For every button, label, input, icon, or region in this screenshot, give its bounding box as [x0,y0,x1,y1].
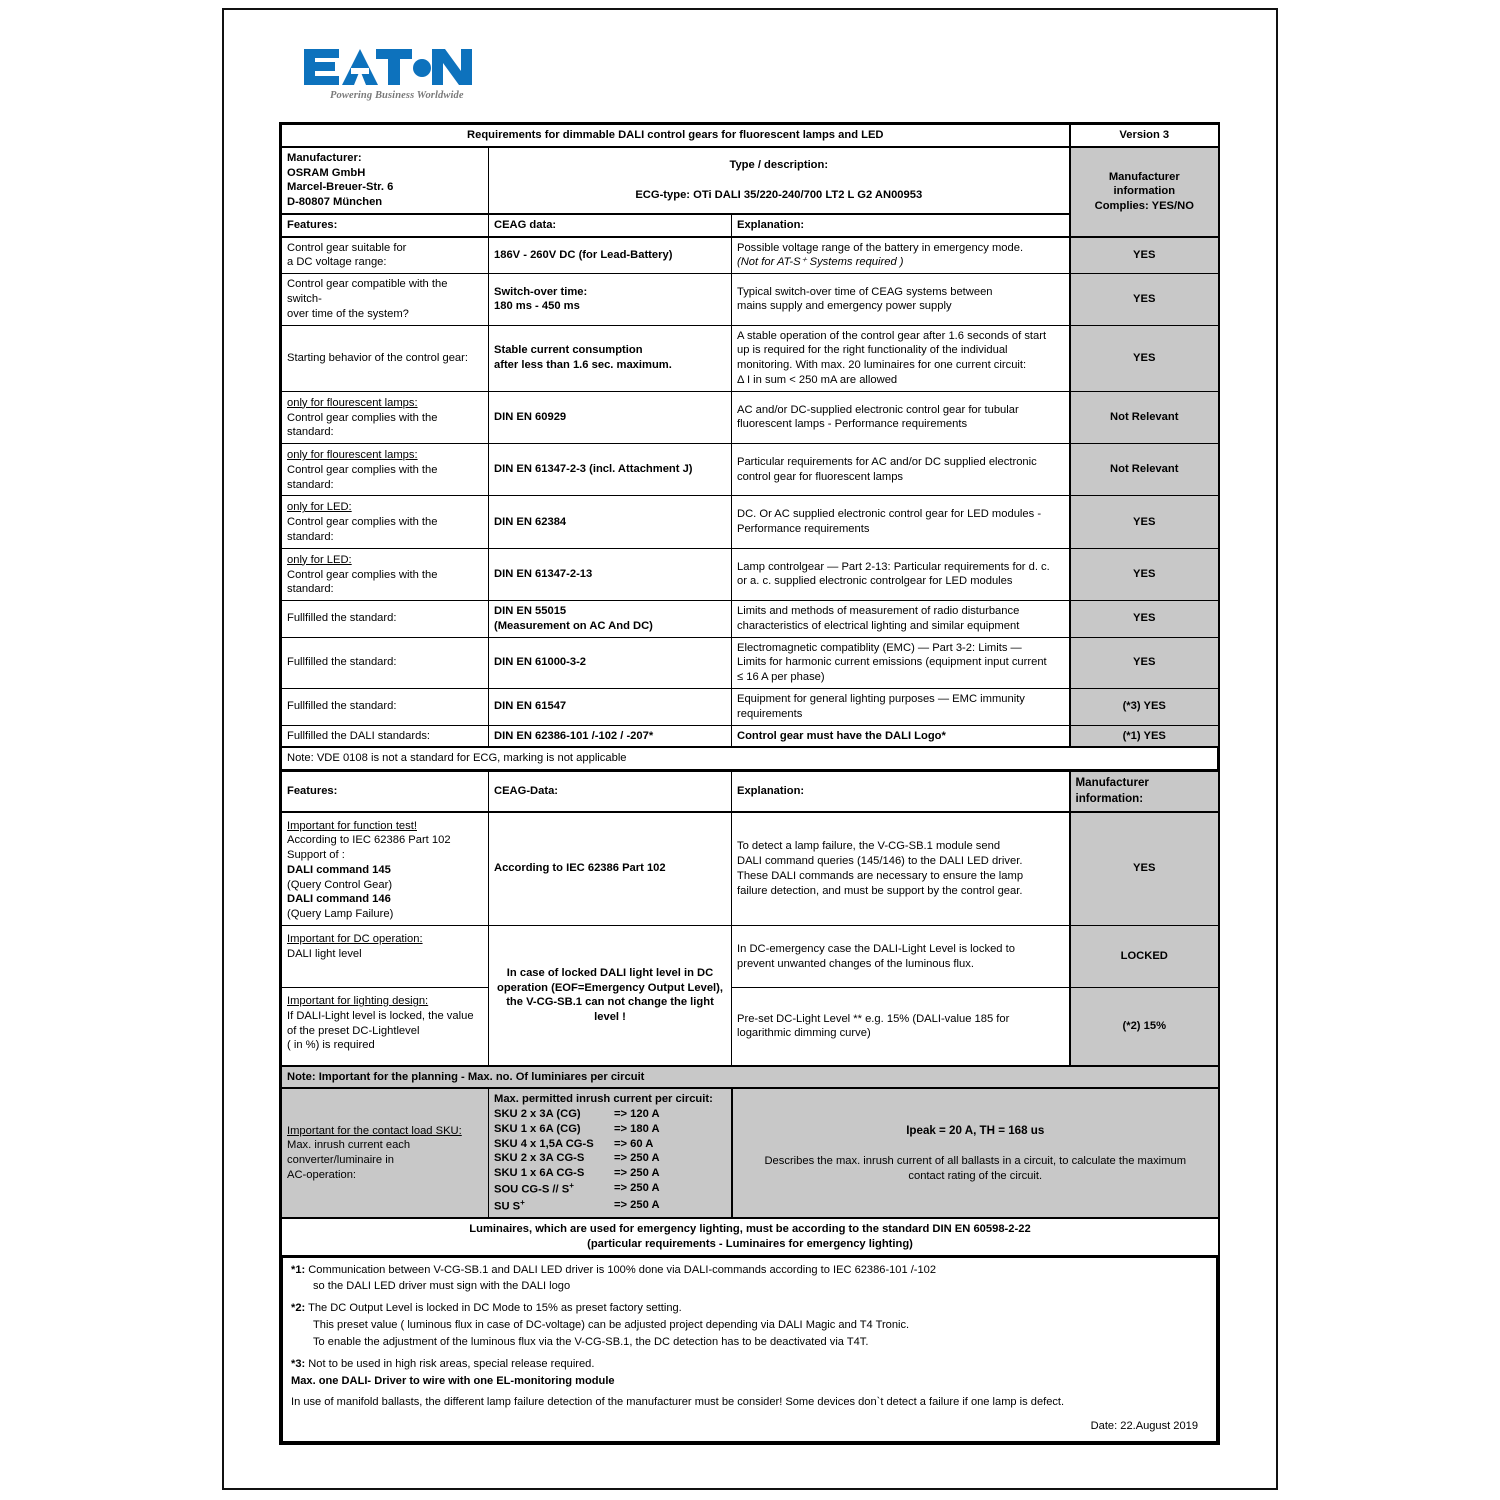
row-feature [282,237,489,274]
explanation-line: requirements [737,707,803,720]
row-verdict: (*1) YES [1070,725,1219,747]
fn2-line2: This preset value ( luminous flux in case of DC-voltage) can be adjusted project depending via DALI Magic and T4 Tronic. [313,1319,910,1332]
explanation-line: Δ I in sum < 250 mA are allowed [737,373,898,386]
row-ceag-data [489,601,732,638]
table-row [282,689,1219,726]
row-feature [282,637,489,688]
fn2-label: *2: [291,1302,306,1315]
mfr-info-line3: Complies: YES/NO [1094,200,1194,213]
feature-line: only for flourescent lamps: [287,449,418,462]
row-ceag-data [489,325,732,391]
dc-operation-explanation [732,926,1070,988]
footnotes-block [281,1256,1218,1444]
table-row [282,325,1219,391]
cl-2: converter/luminaire in [287,1154,394,1167]
col2-header-explanation: Explanation: [732,771,1070,811]
eaton-wordmark-icon [302,46,482,88]
explanation-italic: (Not for AT-S⁺ Systems required ) [737,256,904,269]
feature-line: Fullfilled the standard: [287,612,397,625]
feature-line: Control gear compatible with the switch- [287,278,448,306]
ecg-type-value: ECG-type: OTi DALI 35/220-240/700 LT2 L G2 AN00953 [635,189,923,202]
row-explanation [732,725,1070,747]
feature-line: a DC voltage range: [287,256,387,269]
row-ceag-data [489,237,732,274]
fte-2: These DALI commands are necessary to ensure the lamp [737,869,1024,882]
table-row [282,601,1219,638]
explanation-line: or a. c. supplied electronic controlgear for LED modules [737,575,1013,588]
explanation-line: mains supply and emergency power supply [737,300,952,313]
row-explanation [732,496,1070,548]
dali-details-table [281,770,1219,1255]
mc-2: the V-CG-SB.1 can not change the light [506,996,714,1009]
manufacturer-street: Marcel-Breuer-Str. 6 [287,181,394,194]
vde-note-table [281,747,1218,770]
table-row [282,637,1219,688]
row-verdict: YES [1070,496,1219,548]
feature-line: Fullfilled the standard: [287,656,397,669]
logo-tagline: Powering Business Worldwide [330,90,464,101]
mc-1: operation (EOF=Emergency Output Level), [497,981,723,994]
mc-3: level ! [594,1011,626,1024]
lde-0: Pre-set DC-Light Level ** e.g. 15% (DALI-value 185 for [737,1012,1010,1025]
lighting-design-verdict: (*2) 15% [1070,988,1219,1066]
row-verdict: Not Relevant [1070,444,1219,496]
sku-value: => 60 A [614,1137,654,1150]
row-verdict: Not Relevant [1070,391,1219,443]
mfr-info-line1: Manufacturer [1108,170,1180,183]
feature-line: standard: [287,583,334,596]
ceag-line: Stable current consumption [494,344,643,357]
row-explanation [732,637,1070,688]
explanation-line: Limits for harmonic current emissions (equipment input current [737,656,1047,669]
ceag-line: DIN EN 61347-2-3 (incl. Attachment J) [494,463,693,476]
row-ceag-data [489,391,732,443]
explanation-bold: Control gear must have the DALI Logo* [737,729,946,742]
row-ceag-data [489,444,732,496]
col-header-ceag: CEAG data: [489,214,732,236]
sku-row [494,1107,726,1122]
requirements-document [279,122,1220,1445]
version-badge: Version 3 [1070,125,1219,147]
ft-line1: According to IEC 62386 Part 102 [287,834,451,847]
ld-2: of the preset DC-Lightlevel [287,1024,420,1037]
feature-line: Control gear complies with the [287,568,438,581]
sku-value: => 250 A [614,1182,660,1194]
cl-1: Max. inrush current each [287,1139,411,1152]
footnote-1 [291,1262,1208,1279]
explanation-line: control gear for fluorescent lamps [737,470,904,483]
col2-mfr-line2: information: [1075,792,1144,806]
manufacturer-name: OSRAM GmbH [287,166,366,179]
ceag-line: DIN EN 61547 [494,700,567,713]
col2-header-ceag: CEAG-Data: [489,771,732,811]
feature-line: Starting behavior of the control gear: [287,351,468,364]
contact-load-feature [282,1088,489,1218]
row-feature [282,444,489,496]
function-test-explanation [732,812,1070,926]
ceag-line: (Measurement on AC And DC) [494,619,653,632]
sku-name: SKU 2 x 3A CG-S [494,1152,585,1165]
document-date: Date: 22.August 2019 [1090,1420,1198,1433]
row-feature [282,496,489,548]
col2-mfr-line1: Manufacturer [1075,776,1149,790]
document-page [222,8,1278,1490]
requirements-table [281,237,1219,748]
explanation-line: Possible voltage range of the battery in emergency mode. [737,241,1024,254]
row-feature [282,325,489,391]
ceag-line: DIN EN 61347-2-13 [494,568,593,581]
sku-name: SKU 1 x 6A (CG) [494,1122,581,1135]
luminaires-note-row [282,1218,1219,1255]
ft-line6: (Query Lamp Failure) [287,908,394,921]
vde-note-text: Note: VDE 0108 is not a standard for ECG, marking is not applicable [282,748,1218,770]
row-feature [282,274,489,325]
row-explanation [732,689,1070,726]
ipeak-value: Ipeak = 20 A, TH = 168 us [906,1123,1045,1137]
row-feature [282,601,489,638]
sku-value: => 250 A [614,1152,660,1165]
sku-value: => 180 A [614,1122,660,1135]
explanation-line: AC and/or DC-supplied electronic control gear for tubular [737,403,1019,416]
table-row [282,548,1219,600]
function-test-verdict: YES [1070,812,1219,926]
feature-line: Control gear complies with the [287,463,438,476]
explanation-line: Typical switch-over time of CEAG systems between [737,285,993,298]
row-ceag-data [489,689,732,726]
mfr-info-line2: information [1113,185,1176,198]
fn1-label: *1: [291,1263,306,1276]
planning-note-text: Note: Important for the planning - Max. no. Of luminiares per circuit [282,1066,1219,1089]
lighting-design-explanation [732,988,1070,1066]
feature-line: Control gear suitable for [287,241,407,254]
row-verdict: YES [1070,548,1219,600]
sku-row [494,1137,726,1152]
explanation-line: Limits and methods of measurement of radio disturbance [737,605,1020,618]
fn3-line1: Not to be used in high risk areas, special release required. [308,1357,595,1370]
feature-line: standard: [287,530,334,543]
row-ceag-data [489,548,732,600]
row-explanation [732,444,1070,496]
ceag-line: DIN EN 60929 [494,411,567,423]
manufacturer-label: Manufacturer: [287,151,362,164]
feature-line: Fullfilled the standard: [287,700,397,713]
feature-line: Fullfilled the DALI standards: [287,729,431,742]
row-ceag-data [489,637,732,688]
dco-0: Important for DC operation: [287,933,423,946]
fn1-line1: Communication between V-CG-SB.1 and DALI LED driver is 100% done via DALI-commands according to IEC 62386-101 /-102 [308,1263,937,1276]
col2-header-manufacturer [1070,771,1219,811]
lum-line1: Luminaires, which are used for emergency lighting, must be according to the standard DIN EN 60598-2-22 [469,1223,1031,1236]
row-verdict: YES [1070,325,1219,391]
row-ceag-data [489,496,732,548]
manufacturer-info-header [1070,147,1219,236]
lighting-design-row [282,988,1219,1066]
footnote-3 [291,1356,1208,1373]
explanation-line: Equipment for general lighting purposes — EMC immunity [737,693,1025,705]
feature-line: Control gear complies with the [287,411,438,424]
header-table [281,124,1219,237]
col-header-features: Features: [282,214,489,236]
ceag-line: DIN EN 55015 [494,605,567,618]
ld-1: If DALI-Light level is locked, the value [287,1009,474,1022]
sku-name: SKU 2 x 3A (CG) [494,1108,581,1121]
row-verdict: (*3) YES [1070,689,1219,726]
fte-1: DALI command queries (145/146) to the DALI LED driver. [737,855,1023,868]
row-explanation [732,274,1070,325]
fn1-line2: so the DALI LED driver must sign with the DALI logo [313,1280,571,1293]
merged-ceag-cell [489,926,732,1066]
ipeak-cell [732,1088,1219,1218]
sku-row [494,1181,726,1198]
lighting-design-feature [282,988,489,1066]
explanation-line: fluorescent lamps - Performance requirements [737,418,968,431]
dc-operation-row [282,926,1219,988]
sku-list-cell [489,1088,732,1218]
sku-row [494,1198,726,1215]
table-row [282,237,1219,274]
lde-1: logarithmic dimming curve) [737,1027,871,1040]
function-test-feature [282,812,489,926]
dc-operation-verdict: LOCKED [1070,926,1219,988]
table-row [282,444,1219,496]
explanation-line: ≤ 16 A per phase) [737,671,825,684]
sku-value: => 120 A [614,1108,660,1121]
feature-line: standard: [287,426,334,439]
sku-row [494,1166,726,1181]
ft-line3: DALI command 145 [287,863,391,876]
row-feature [282,725,489,747]
ld-0: Important for lighting design: [287,995,429,1008]
feature-line: only for LED: [287,553,352,566]
row-explanation [732,391,1070,443]
type-description-block [489,147,1070,214]
ceag-line: DIN EN 62384 [494,515,567,528]
manufacturer-row [282,147,1219,214]
sku-row [494,1151,726,1166]
row-explanation [732,325,1070,391]
fn2-line1: The DC Output Level is locked in DC Mode to 15% as preset factory setting. [308,1302,682,1315]
row-verdict: YES [1070,274,1219,325]
function-test-row [282,812,1219,926]
ft-line2: Support of : [287,849,345,862]
lum-line2: (particular requirements - Luminaires for emergency lighting) [587,1237,913,1250]
feature-line: only for LED: [287,501,352,514]
explanation-line: up is required for the right functionality of the individual [737,344,1008,357]
cl-0: Important for the contact load SKU: [287,1124,462,1137]
row-verdict: YES [1070,237,1219,274]
ft-line4: (Query Control Gear) [287,878,393,891]
table-row [282,391,1219,443]
ld-3: ( in %) is required [287,1039,375,1052]
row-explanation [732,548,1070,600]
explanation-line: monitoring. With max. 20 luminaires for one current circuit: [737,359,1027,372]
footnote-closing: In use of manifold ballasts, the different lamp failure detection of the manufacturer must be consider! Some devices don`t detect a failure if one lamp is defect. [291,1395,1065,1408]
dce-0: In DC-emergency case the DALI-Light Level is locked to [737,942,1015,955]
footnote-2 [291,1300,1208,1317]
explanation-line: characteristics of electrical lighting and similar equipment [737,619,1020,632]
ceag-line: DIN EN 62386-101 /-102 / -207* [494,729,654,742]
mc-0: In case of locked DALI light level in DC [506,966,714,979]
fte-0: To detect a lamp failure, the V-CG-SB.1 module send [737,840,1001,853]
sku-name: SKU 1 x 6A CG-S [494,1167,585,1180]
fn2-line3: To enable the adjustment of the luminous flux via the V-CG-SB.1, the DC detection has to be deactivated via T4T. [313,1336,869,1349]
fn3-label: *3: [291,1357,306,1370]
sku-title: Max. permitted inrush current per circuit: [494,1093,713,1106]
manufacturer-block [282,147,489,214]
col2-header-features: Features: [282,771,489,811]
explanation-line: Lamp controlgear — Part 2-13: Particular requirements for d. c. [737,560,1050,573]
ceag-line: 180 ms - 450 ms [494,300,580,313]
fte-3: failure detection, and must be support by the control gear. [737,884,1023,897]
sku-value: => 250 A [614,1167,660,1180]
luminaires-note-cell [282,1218,1219,1255]
row-feature [282,689,489,726]
table2-header-row [282,771,1219,811]
table-row [282,496,1219,548]
explanation-line: Performance requirements [737,523,870,536]
sku-name: SU S+ [494,1197,525,1213]
sku-name: SOU CG-S // S+ [494,1181,574,1196]
row-ceag-data [489,725,732,747]
type-label: Type / description: [729,158,829,171]
explanation-line: A stable operation of the control gear after 1.6 seconds of start [737,329,1047,342]
ft-line0: Important for function test! [287,819,417,832]
row-feature [282,548,489,600]
page-title: Requirements for dimmable DALI control gears for fluorescent lamps and LED [282,125,1070,147]
row-feature [282,391,489,443]
row-explanation [732,237,1070,274]
function-test-ceag: According to IEC 62386 Part 102 [489,812,732,926]
feature-line: over time of the system? [287,307,409,320]
dco-1: DALI light level [287,947,362,960]
sku-value: => 250 A [614,1198,660,1211]
ipeak-desc-0: Describes the max. inrush current of all ballasts in a circuit, to calculate the maximum [764,1155,1187,1168]
explanation-line: DC. Or AC supplied electronic control gear for LED modules - [737,508,1042,521]
title-row [282,125,1219,147]
row-verdict: YES [1070,637,1219,688]
ceag-line: after less than 1.6 sec. maximum. [494,359,672,372]
feature-line: Control gear complies with the [287,516,438,529]
eaton-logo [302,46,502,101]
planning-note-row [282,1066,1219,1089]
cl-3: AC-operation: [287,1168,357,1181]
ceag-line: Switch-over time: [494,285,588,298]
contact-load-row [282,1088,1219,1218]
footnote-bold: Max. one DALI- Driver to wire with one EL-monitoring module [291,1374,615,1387]
explanation-line: Particular requirements for AC and/or DC supplied electronic [737,455,1037,468]
vde-note-row [282,748,1218,770]
dc-operation-feature [282,926,489,988]
row-explanation [732,601,1070,638]
manufacturer-city: D-80807 München [287,196,383,209]
ceag-line: 186V - 260V DC (for Lead-Battery) [494,249,673,262]
explanation-line: Electromagnetic compatiblity (EMC) — Part 3-2: Limits — [737,641,1022,654]
sku-name: SKU 4 x 1,5A CG-S [494,1137,594,1150]
table-row [282,725,1219,747]
ipeak-desc-1: contact rating of the circuit. [908,1169,1043,1182]
ft-line5: DALI command 146 [287,893,391,906]
row-verdict: YES [1070,601,1219,638]
col-header-explanation: Explanation: [732,214,1070,236]
dce-1: prevent unwanted changes of the luminous flux. [737,957,974,970]
ceag-line: DIN EN 61000-3-2 [494,656,587,669]
table-row [282,274,1219,325]
sku-row [494,1122,726,1137]
feature-line: standard: [287,478,334,491]
row-ceag-data [489,274,732,325]
feature-line: only for flourescent lamps: [287,396,418,409]
